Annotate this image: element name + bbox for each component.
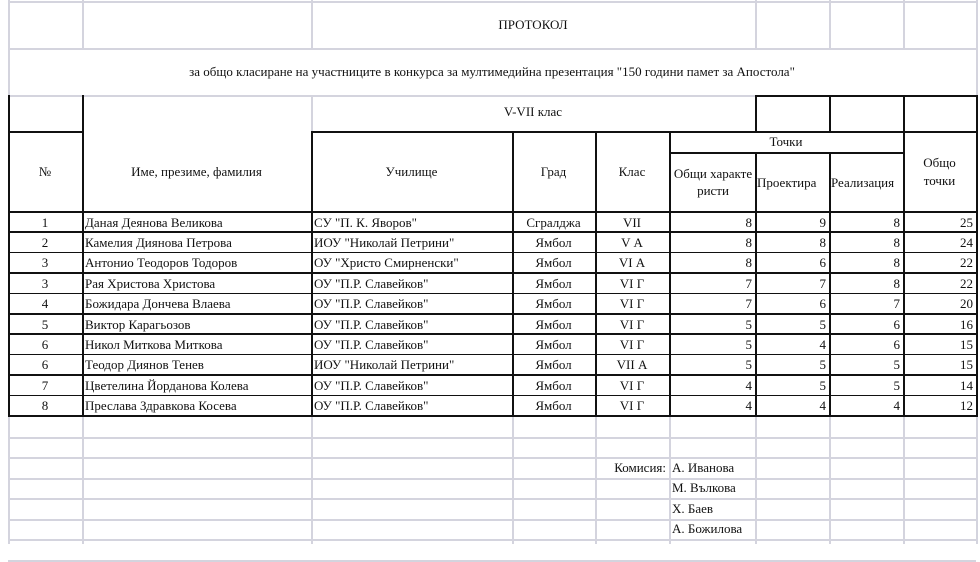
row-name[interactable]: Даная Деянова Великова xyxy=(85,214,223,230)
gridline xyxy=(903,416,905,544)
row-implementation-points[interactable]: 7 xyxy=(893,296,900,312)
gridline xyxy=(829,416,831,544)
row-total-points[interactable]: 25 xyxy=(960,214,973,230)
row-design-points[interactable]: 8 xyxy=(819,235,826,251)
document-title[interactable]: ПРОТОКОЛ xyxy=(498,16,568,32)
border xyxy=(755,95,976,97)
row-school[interactable]: СУ "П. К. Яворов" xyxy=(314,214,417,230)
row-general-points[interactable]: 5 xyxy=(745,316,752,332)
row-general-points[interactable]: 4 xyxy=(745,398,752,414)
row-city[interactable]: Ямбол xyxy=(535,296,572,312)
header-city[interactable]: Град xyxy=(540,164,567,179)
gridline xyxy=(976,416,978,544)
row-number[interactable]: 5 xyxy=(41,316,49,332)
row-number[interactable]: 4 xyxy=(41,296,49,312)
row-city[interactable]: Ямбол xyxy=(535,316,572,332)
row-general-points[interactable]: 8 xyxy=(745,255,752,271)
row-number[interactable]: 3 xyxy=(41,275,49,291)
gridline xyxy=(829,0,831,48)
commission-label[interactable]: Комисия: xyxy=(614,459,666,475)
row-number[interactable]: 8 xyxy=(41,398,49,414)
row-grade[interactable]: VI Г xyxy=(619,275,645,291)
row-grade[interactable]: VI Г xyxy=(619,398,645,414)
row-implementation-points[interactable]: 8 xyxy=(893,214,900,230)
row-total-points[interactable]: 24 xyxy=(960,235,973,251)
row-total-points[interactable]: 15 xyxy=(960,337,973,353)
row-total-points[interactable]: 16 xyxy=(960,316,973,332)
row-general-points[interactable]: 5 xyxy=(745,357,752,373)
row-name[interactable]: Преслава Здравкова Косева xyxy=(85,398,237,414)
commission-member[interactable]: А. Иванова xyxy=(672,459,735,475)
row-school[interactable]: ИОУ "Николай Петрини" xyxy=(314,235,455,251)
row-city[interactable]: Ямбол xyxy=(535,337,572,353)
row-design-points[interactable]: 9 xyxy=(819,214,826,230)
row-school[interactable]: ОУ "П.Р. Славейков" xyxy=(314,377,429,393)
row-grade[interactable]: VI А xyxy=(618,255,646,271)
header-design[interactable]: Проектира xyxy=(757,174,817,190)
row-number[interactable]: 6 xyxy=(41,357,49,373)
row-design-points[interactable]: 5 xyxy=(819,357,826,373)
row-name[interactable]: Антонио Теодоров Тодоров xyxy=(85,255,238,271)
border xyxy=(755,95,757,132)
header-school[interactable]: Училище xyxy=(385,164,438,179)
commission-member[interactable]: А. Божилова xyxy=(672,521,743,536)
row-design-points[interactable]: 4 xyxy=(819,398,826,414)
row-implementation-points[interactable]: 4 xyxy=(893,398,900,414)
gridline xyxy=(82,416,84,544)
row-school[interactable]: ИОУ "Николай Петрини" xyxy=(314,357,455,373)
row-design-points[interactable]: 6 xyxy=(819,296,826,312)
gridline xyxy=(755,0,757,48)
row-city[interactable]: Ямбол xyxy=(535,398,572,414)
gridline xyxy=(82,95,311,97)
row-total-points[interactable]: 15 xyxy=(960,357,973,373)
header-total[interactable]: Общо точки xyxy=(923,154,956,188)
gridline xyxy=(903,0,905,48)
row-general-points[interactable]: 4 xyxy=(745,377,752,393)
row-school[interactable]: ОУ "П.Р. Славейков" xyxy=(314,316,429,332)
row-school[interactable]: ОУ "П.Р. Славейков" xyxy=(314,296,429,312)
row-name[interactable]: Виктор Карагьозов xyxy=(85,316,191,332)
row-total-points[interactable]: 12 xyxy=(960,398,973,414)
row-design-points[interactable]: 5 xyxy=(819,316,826,332)
border xyxy=(976,95,978,416)
row-number[interactable]: 7 xyxy=(41,377,49,393)
row-name[interactable]: Никол Миткова Миткова xyxy=(85,337,223,353)
row-implementation-points[interactable]: 6 xyxy=(893,316,900,332)
header-implementation[interactable]: Реализация xyxy=(831,174,895,190)
row-number[interactable]: 6 xyxy=(41,337,49,353)
commission-member[interactable]: Х. Баев xyxy=(672,500,714,516)
row-city[interactable]: Ямбол xyxy=(535,357,572,373)
row-city[interactable]: Ямбол xyxy=(535,235,572,251)
row-total-points[interactable]: 22 xyxy=(960,255,973,271)
row-city[interactable]: Ямбол xyxy=(535,255,572,271)
row-total-points[interactable]: 20 xyxy=(960,296,973,312)
row-grade[interactable]: VI Г xyxy=(619,337,645,353)
header-number[interactable]: № xyxy=(38,164,52,179)
row-total-points[interactable]: 14 xyxy=(960,377,973,393)
row-name[interactable]: Божидара Дончева Влаева xyxy=(85,296,231,312)
row-name[interactable]: Камелия Диянова Петрова xyxy=(85,235,232,251)
row-grade[interactable]: VII xyxy=(622,214,642,230)
gridline xyxy=(8,416,10,544)
header-points-group[interactable]: Точки xyxy=(769,134,803,149)
row-design-points[interactable]: 7 xyxy=(819,275,826,291)
row-school[interactable]: ОУ "Христо Смирненски" xyxy=(314,255,459,271)
gridline xyxy=(595,416,597,544)
row-design-points[interactable]: 6 xyxy=(819,255,826,271)
border xyxy=(903,95,905,132)
row-implementation-points[interactable]: 5 xyxy=(893,357,900,373)
row-school[interactable]: ОУ "П.Р. Славейков" xyxy=(314,398,429,414)
row-name[interactable]: Цветелина Йорданова Колева xyxy=(85,377,249,393)
commission-member[interactable]: М. Вълкова xyxy=(672,480,736,495)
gridline xyxy=(976,0,978,95)
row-school[interactable]: ОУ "П.Р. Славейков" xyxy=(314,275,429,291)
document-subtitle[interactable]: за общо класиране на участниците в конкурса за мултимедийна презентация "150 години памет за Апостола" xyxy=(189,64,795,79)
header-name[interactable]: Име, презиме, фамилия xyxy=(131,164,262,179)
row-name[interactable]: Рая Христова Христова xyxy=(85,275,216,291)
row-general-points[interactable]: 8 xyxy=(745,235,752,251)
row-implementation-points[interactable]: 5 xyxy=(893,377,900,393)
row-implementation-points[interactable]: 8 xyxy=(893,275,900,291)
gridline xyxy=(82,0,84,48)
row-grade[interactable]: VI Г xyxy=(619,316,645,332)
row-general-points[interactable]: 8 xyxy=(745,214,752,230)
row-grade[interactable]: V А xyxy=(621,235,643,251)
gridline xyxy=(512,416,514,544)
gridline xyxy=(311,416,313,544)
row-total-points[interactable]: 22 xyxy=(960,275,973,291)
row-design-points[interactable]: 4 xyxy=(819,337,826,353)
gridline xyxy=(8,560,976,562)
row-general-points[interactable]: 7 xyxy=(745,296,752,312)
row-general-points[interactable]: 7 xyxy=(745,275,752,291)
row-school[interactable]: ОУ "П.Р. Славейков" xyxy=(314,337,429,353)
row-implementation-points[interactable]: 8 xyxy=(893,255,900,271)
row-implementation-points[interactable]: 6 xyxy=(893,337,900,353)
header-general[interactable]: Общи характеристи xyxy=(673,166,753,198)
row-number[interactable]: 2 xyxy=(41,235,49,251)
row-city[interactable]: Ямбол xyxy=(535,275,572,291)
header-grade[interactable]: Клас xyxy=(618,164,646,179)
row-number[interactable]: 1 xyxy=(41,214,49,230)
row-design-points[interactable]: 5 xyxy=(819,377,826,393)
row-grade[interactable]: VII А xyxy=(616,357,648,373)
class-group-label[interactable]: V-VII клас xyxy=(503,104,563,119)
row-implementation-points[interactable]: 8 xyxy=(893,235,900,251)
row-number[interactable]: 3 xyxy=(41,255,49,271)
border xyxy=(829,95,831,132)
row-grade[interactable]: VI Г xyxy=(619,377,645,393)
row-general-points[interactable]: 5 xyxy=(745,337,752,353)
row-grade[interactable]: VI Г xyxy=(619,296,645,312)
row-city[interactable]: Ямбол xyxy=(535,377,572,393)
row-name[interactable]: Теодор Диянов Тенев xyxy=(85,357,204,373)
row-city[interactable]: Сгралджа xyxy=(526,214,581,230)
